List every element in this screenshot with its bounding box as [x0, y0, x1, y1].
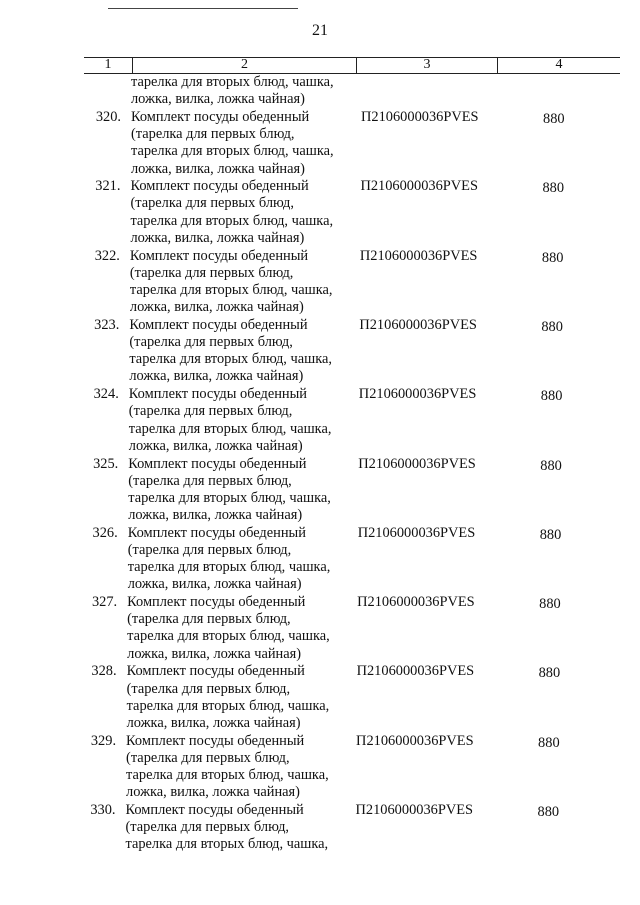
item-description-line: тарелка для вторых блюд, чашка, [128, 420, 332, 437]
item-description-line: тарелка для вторых блюд, чашка, [130, 212, 334, 229]
page-number: 21 [312, 22, 328, 39]
item-description-line: (тарелка для первых блюд, [127, 611, 291, 628]
item-quantity: 880 [539, 596, 561, 613]
item-description-line: тарелка для вторых блюд, чашка, [131, 143, 334, 160]
item-number: 321. [95, 178, 121, 195]
item-description-line: тарелка для вторых блюд, чашка, [126, 767, 329, 784]
item-description-line: тарелка для вторых блюд, чашка, [126, 697, 330, 714]
item-description-line: Комплект посуды обеденный [127, 524, 306, 541]
column-header-1: 1 [104, 57, 112, 72]
item-description-line: ложка, вилка, ложка чайная) [131, 160, 305, 177]
item-description-line: (тарелка для первых блюд, [131, 126, 295, 143]
item-description-line: тарелка для вторых блюд, чашка, [125, 836, 329, 853]
item-description-line: Комплект посуды обеденный [128, 386, 307, 403]
item-description-line: ложка, вилка, ложка чайная) [128, 507, 303, 524]
item-number: 323. [94, 316, 120, 333]
item-code: П2106000036PVES [357, 594, 475, 611]
item-description-line: тарелка для вторых блюд, чашка, [129, 281, 333, 298]
item-description-line: Комплект посуды обеденный [130, 178, 309, 195]
column-header-4: 4 [555, 57, 563, 72]
item-code: П2106000036PVES [359, 316, 477, 333]
item-description-line: Комплект посуды обеденный [131, 109, 310, 125]
item-description-line: тарелка для вторых блюд, чашка, [127, 628, 330, 645]
item-description-line: Комплект посуды обеденный [129, 316, 308, 333]
item-code: П2106000036PVES [356, 663, 475, 680]
item-description-line: тарелка для вторых блюд, чашка, [129, 351, 332, 368]
item-description-line: ложка, вилка, ложка чайная) [131, 91, 305, 108]
top-rule [108, 8, 298, 9]
item-description-line: (тарелка для первых блюд, [129, 334, 293, 351]
item-description-line: Комплект посуды обеденный [126, 732, 305, 749]
item-number: 325. [93, 455, 119, 472]
item-number: 327. [91, 594, 118, 611]
item-description-line: тарелка для вторых блюд, чашка, [128, 489, 331, 506]
item-description-line: ложка, вилка, ложка чайная) [126, 714, 301, 731]
item-code: П2106000036PVES [361, 109, 479, 125]
item-code: П2106000036PVES [358, 455, 476, 472]
item-quantity: 880 [538, 665, 561, 682]
item-quantity: 880 [541, 318, 563, 335]
item-description-line: тарелка для вторых блюд, чашка, [127, 559, 331, 576]
item-description-line: ложка, вилка, ложка чайная) [126, 784, 300, 801]
item-description-line: Комплект посуды обеденный [127, 594, 306, 611]
item-quantity: 880 [539, 526, 562, 543]
item-number: 330. [90, 802, 116, 818]
item-code: П2106000036PVES [357, 524, 476, 541]
item-description-line: ложка, вилка, ложка чайная) [130, 229, 305, 246]
item-description-line: (тарелка для первых блюд, [130, 195, 294, 212]
item-quantity: 880 [537, 804, 560, 820]
table-header [84, 57, 620, 74]
item-description-line: ложка, вилка, ложка чайная) [129, 299, 304, 316]
item-description-line: тарелка для вторых блюд, чашка, [131, 74, 334, 90]
item-code: П2106000036PVES [356, 732, 474, 749]
item-description-line: (тарелка для первых блюд, [128, 472, 292, 489]
item-quantity: 880 [542, 180, 565, 197]
item-description-line: (тарелка для первых блюд, [127, 541, 292, 558]
item-quantity: 880 [543, 111, 565, 127]
item-number: 324. [93, 386, 119, 403]
item-description-line: (тарелка для первых блюд, [128, 403, 293, 420]
item-number: 329. [90, 732, 117, 749]
item-quantity: 880 [540, 388, 563, 405]
item-description-line: (тарелка для первых блюд, [126, 680, 291, 697]
item-description-line: ложка, вилка, ложка чайная) [127, 645, 302, 662]
item-code: П2106000036PVES [359, 247, 478, 264]
item-code: П2106000036PVES [358, 386, 477, 403]
item-code: П2106000036PVES [360, 178, 478, 195]
item-code: П2106000036PVES [355, 802, 474, 818]
column-header-2: 2 [241, 57, 248, 72]
item-description-line: Комплект посуды обеденный [129, 247, 309, 264]
item-description-line: Комплект посуды обеденный [126, 663, 305, 680]
item-description-line: ложка, вилка, ложка чайная) [129, 368, 304, 385]
item-description-line: ложка, вилка, ложка чайная) [127, 576, 302, 593]
item-number: 320. [95, 109, 121, 125]
item-description-line: (тарелка для первых блюд, [129, 264, 294, 281]
column-header-3: 3 [423, 57, 431, 72]
item-number: 328. [91, 663, 117, 680]
item-number: 326. [92, 524, 118, 541]
item-description-line: Комплект посуды обеденный [128, 455, 307, 472]
item-quantity: 880 [540, 457, 562, 474]
item-description-line: (тарелка для первых блюд, [125, 819, 290, 836]
item-description-line: Комплект посуды обеденный [125, 802, 304, 818]
item-description-line: (тарелка для первых блюд, [126, 749, 290, 766]
item-quantity: 880 [538, 734, 560, 751]
item-number: 322. [94, 247, 120, 264]
item-description-line: ложка, вилка, ложка чайная) [128, 437, 303, 454]
item-quantity: 880 [541, 249, 564, 266]
